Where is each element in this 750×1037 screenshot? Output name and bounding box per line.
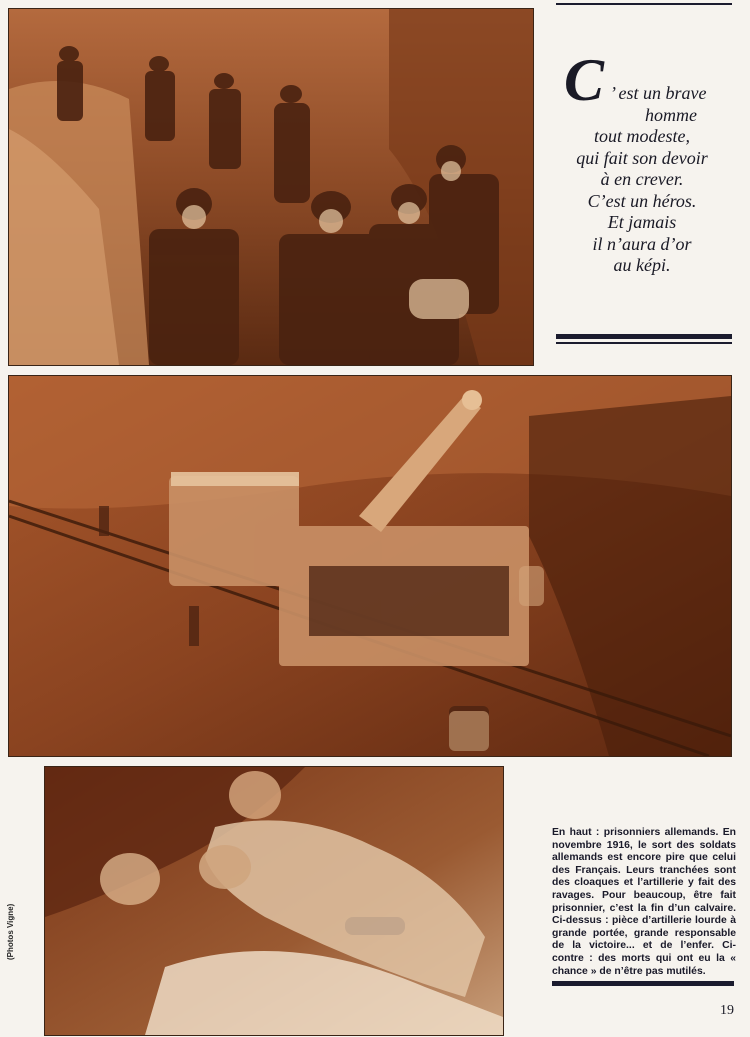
artillery-image xyxy=(9,376,731,756)
page-number: 19 xyxy=(720,1003,734,1018)
poem-line: Et jamais xyxy=(607,212,677,232)
top-rule xyxy=(556,3,732,5)
poem-line: il n’aura d’or xyxy=(592,233,692,254)
photo-credit: (Photos Vigne) xyxy=(6,903,15,960)
caption-rule xyxy=(552,981,734,986)
poem-rule-thin xyxy=(556,342,732,344)
poem-line: à en crever. xyxy=(600,169,684,189)
photo-artillery xyxy=(8,375,732,757)
poem-rule-thick xyxy=(556,334,732,339)
photo-fallen-soldiers xyxy=(44,766,504,1036)
poem-line: homme xyxy=(645,104,698,125)
fallen-soldiers-image xyxy=(45,767,503,1035)
poem-line: tout modeste, xyxy=(594,126,690,146)
poem-dropcap: C xyxy=(564,47,605,113)
poem xyxy=(552,47,732,277)
poem-line: qui fait son devoir xyxy=(576,147,708,168)
poem-line: au képi. xyxy=(613,255,671,275)
photo-prisoners xyxy=(8,8,534,366)
poem-line: C’est un héros. xyxy=(587,190,697,211)
caption: En haut : prisonniers allemands. En novembre 1916, le sort des soldats allemands est encore pire que celui des Français. Leurs tranchées sont des cloaques et l’artillerie y fait des ravages. Pour beaucoup, être fait prisonnier, c’est la fin d’un calvaire. Ci-dessus : pièce d’artillerie lourde à grande portée, grande responsable de la victoire... et de l’enfer. Ci-contre : des morts qui ont eu la « chance » de n’être pas mutilés. xyxy=(552,827,736,977)
prisoners-image xyxy=(9,9,533,365)
poem-line: ’ est un brave xyxy=(610,83,707,103)
